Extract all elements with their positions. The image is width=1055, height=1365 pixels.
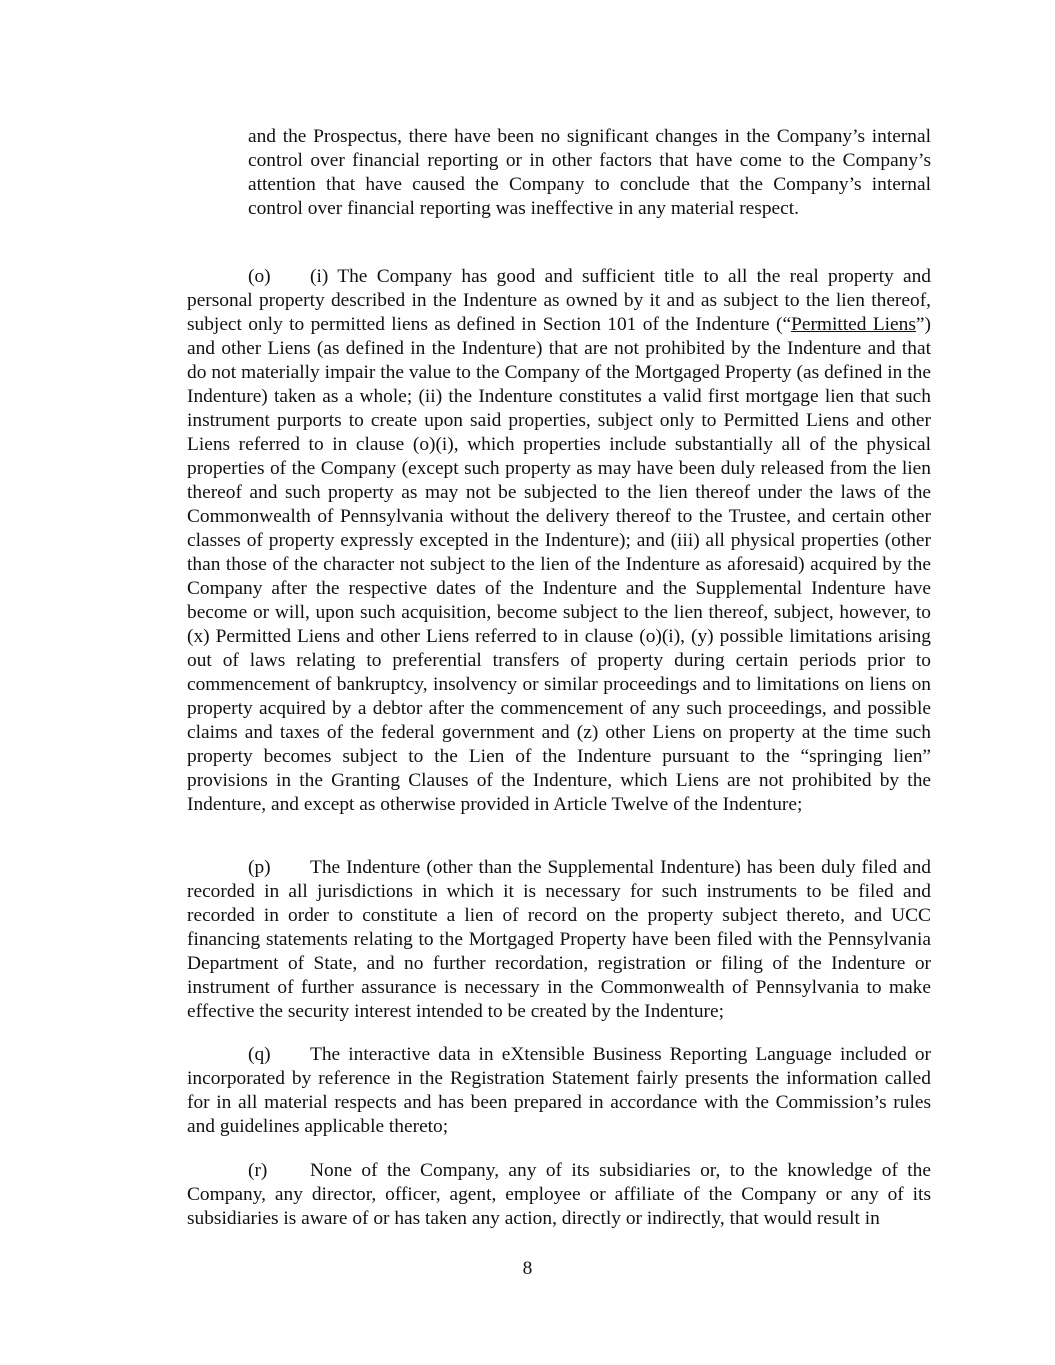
paragraph-o-text-before: (i) The Company has good and sufficient title to all the real property and personal property described in the Indenture as owned by it and as subject to the lien thereof, subject only to permitted liens as defined in Section 101 of the Indenture (“ (187, 266, 931, 335)
paragraph-continuation: and the Prospectus, there have been no significant changes in the Company’s internal control over financial reporting or in other factors that have come to the Company’s attention that have caused the Company to conclude that the Company’s internal control over financial reporting was ineffective in any material respect. (248, 126, 931, 219)
paragraph-o-text-after: ”) and other Liens (as defined in the Indenture) that are not prohibited by the Indenture and that do not materially impair the value to the Company of the Mortgaged Property (as defined in the Indenture) taken as a whole; (ii) the Indenture constitutes a valid first mortgage lien that such instrument purports to create upon said properties, subject only to Permitted Liens and other Liens referred to in clause (o)(i), which properties include substantially all of the physical properties of the Company (except such property as may have been duly released from the lien thereof and such property as may not be subjected to the lien thereof under the laws of the Commonwealth of Pennsylvania without the delivery thereof to the Trustee, and certain other classes of property expressly excepted in the Indenture); and (iii) all physical properties (other than those of the character not subject to the lien of the Indenture as aforesaid) acquired by the Company after the respective dates of the Indenture and the Supplemental Indenture have become or will, upon such acquisition, become subject to the lien thereof, subject, however, to (x) Permitted Liens and other Liens referred to in clause (o)(i), (y) possible limitations arising out of laws relating to preferential transfers of property during certain periods prior to commencement of bankruptcy, insolvency or similar proceedings and to limitations on liens on property acquired by a debtor after the commencement of any such proceedings, and possible claims and taxes of the federal government and (z) other Liens on property at the time such property becomes subject to the Lien of the Indenture pursuant to the “springing lien” provisions in the Granting Clauses of the Indenture, which Liens are not prohibited by the Indenture, and except as otherwise provided in Article Twelve of the Indenture; (187, 314, 931, 815)
paragraph-p (187, 856, 931, 1024)
paragraph-q (187, 1043, 931, 1139)
paragraph-p-text: The Indenture (other than the Supplemental Indenture) has been duly filed and recorded in all jurisdictions in which it is necessary for such instruments to be filed and recorded in order to constitute a lien of record on the property subject thereto, and UCC financing statements relating to the Mortgaged Property have been filed with the Pennsylvania Department of State, and no further recordation, registration or filing of the Indenture or instrument of further assurance is necessary in the Commonwealth of Pennsylvania to make effective the security interest intended to be created by the Indenture; (187, 857, 931, 1022)
paragraph-r (187, 1159, 931, 1231)
page-number: 8 (522, 1258, 533, 1279)
paragraph-q-label: (q) (248, 1044, 271, 1065)
paragraph-r-text: None of the Company, any of its subsidiaries or, to the knowledge of the Company, any director, officer, agent, employee or affiliate of the Company or any of its subsidiaries is aware of or has taken any action, directly or indirectly, that would result in (187, 1160, 931, 1229)
paragraph-o-label: (o) (248, 266, 271, 287)
paragraph-q-text: The interactive data in eXtensible Business Reporting Language included or incorporated by reference in the Registration Statement fairly presents the information called for in all material respects and has been prepared in accordance with the Commission’s rules and guidelines applicable thereto; (187, 1044, 931, 1137)
paragraph-o (187, 265, 931, 817)
paragraph-r-label: (r) (248, 1160, 268, 1181)
paragraph-p-label: (p) (248, 857, 271, 878)
defined-term-permitted-liens: Permitted Liens (791, 314, 916, 335)
